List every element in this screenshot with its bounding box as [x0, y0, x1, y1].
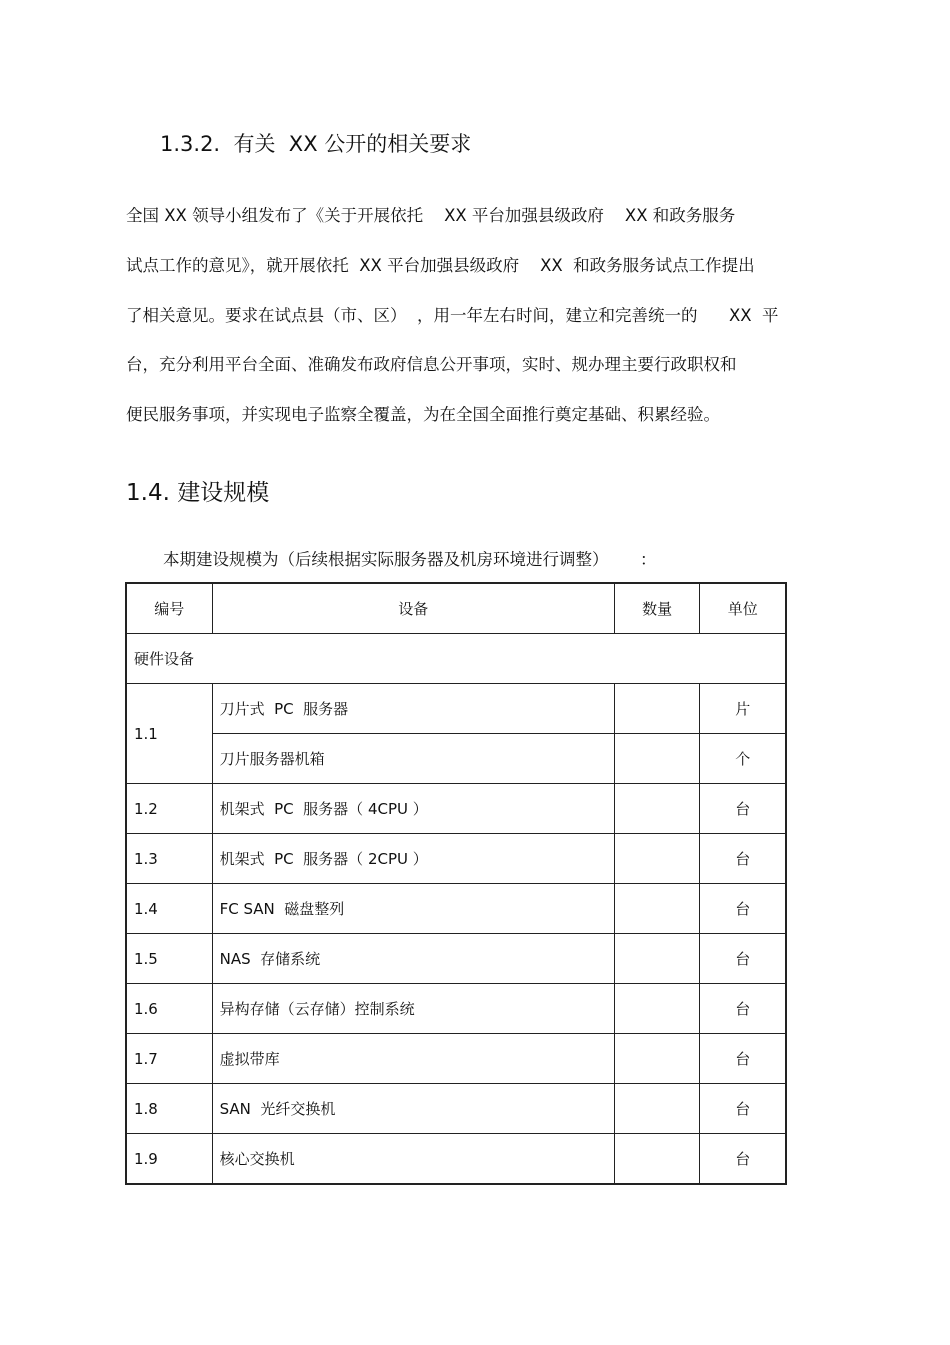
section-heading-1-3-2: 1.3.2. 有关 XX 公开的相关要求 — [160, 132, 472, 156]
row-device: 刀片式 PC 服务器 — [212, 684, 614, 734]
row-quantity — [614, 1134, 700, 1185]
row-quantity — [614, 1034, 700, 1084]
table-row — [126, 934, 786, 984]
row-quantity — [614, 934, 700, 984]
row-unit: 个 — [700, 734, 786, 784]
row-quantity — [614, 1084, 700, 1134]
table-header-row — [126, 583, 786, 634]
row-unit: 台 — [700, 784, 786, 834]
paragraph-line-1: 全国 XX 领导小组发布了《关于开展依托 XX 平台加强县级政府 XX 和政务服务 — [126, 206, 736, 225]
table-row — [126, 984, 786, 1034]
row-unit: 片 — [700, 684, 786, 734]
row-device: FC SAN 磁盘整列 — [212, 884, 614, 934]
row-id: 1.9 — [126, 1134, 212, 1185]
table-row — [126, 684, 786, 734]
table-row — [126, 1084, 786, 1134]
row-quantity — [614, 784, 700, 834]
row-quantity — [614, 734, 700, 784]
row-unit: 台 — [700, 1134, 786, 1185]
row-id: 1.2 — [126, 784, 212, 834]
row-unit: 台 — [700, 834, 786, 884]
row-quantity — [614, 834, 700, 884]
header-unit: 单位 — [700, 583, 786, 634]
row-quantity — [614, 984, 700, 1034]
table-row — [126, 884, 786, 934]
table-row — [126, 834, 786, 884]
row-device: 机架式 PC 服务器（ 2CPU ） — [212, 834, 614, 884]
row-id: 1.6 — [126, 984, 212, 1034]
row-id: 1.5 — [126, 934, 212, 984]
paragraph-line-4: 台，充分利用平台全面、准确发布政府信息公开事项，实时、规办理主要行政职权和 — [126, 355, 737, 374]
row-id: 1.1 — [126, 684, 212, 784]
table-row — [126, 734, 786, 784]
category-cell: 硬件设备 — [126, 634, 786, 684]
row-device: 虚拟带库 — [212, 1034, 614, 1084]
row-quantity — [614, 684, 700, 734]
row-device: 核心交换机 — [212, 1134, 614, 1185]
row-id: 1.4 — [126, 884, 212, 934]
row-unit: 台 — [700, 984, 786, 1034]
header-quantity: 数量 — [614, 583, 700, 634]
table-row — [126, 784, 786, 834]
row-unit: 台 — [700, 1034, 786, 1084]
paragraph-line-2: 试点工作的意见》，就开展依托 XX 平台加强县级政府 XX 和政务服务试点工作提出 — [126, 256, 755, 275]
row-device: 机架式 PC 服务器（ 4CPU ） — [212, 784, 614, 834]
equipment-table — [125, 582, 787, 1185]
row-device: NAS 存储系统 — [212, 934, 614, 984]
row-unit: 台 — [700, 1084, 786, 1134]
row-id: 1.7 — [126, 1034, 212, 1084]
paragraph-line-5: 便民服务事项，并实现电子监察全覆盖，为在全国全面推行奠定基础、积累经验。 — [126, 405, 720, 424]
row-quantity — [614, 884, 700, 934]
row-id: 1.3 — [126, 834, 212, 884]
paragraph-line-3: 了相关意见。要求在试点县（市、区） ，用一年左右时间，建立和完善统一的 XX 平 — [126, 306, 779, 325]
table-intro-text: 本期建设规模为（后续根据实际服务器及机房环境进行调整） ： — [163, 550, 657, 569]
row-device: 异构存储（云存储）控制系统 — [212, 984, 614, 1034]
table-row — [126, 1034, 786, 1084]
row-device: SAN 光纤交换机 — [212, 1084, 614, 1134]
header-id: 编号 — [126, 583, 212, 634]
table-category-row — [126, 634, 786, 684]
subsection-heading-1-4: 1.4. 建设规模 — [126, 480, 270, 506]
row-device: 刀片服务器机箱 — [212, 734, 614, 784]
row-unit: 台 — [700, 934, 786, 984]
row-unit: 台 — [700, 884, 786, 934]
table-row — [126, 1134, 786, 1185]
row-id: 1.8 — [126, 1084, 212, 1134]
header-device: 设备 — [212, 583, 614, 634]
